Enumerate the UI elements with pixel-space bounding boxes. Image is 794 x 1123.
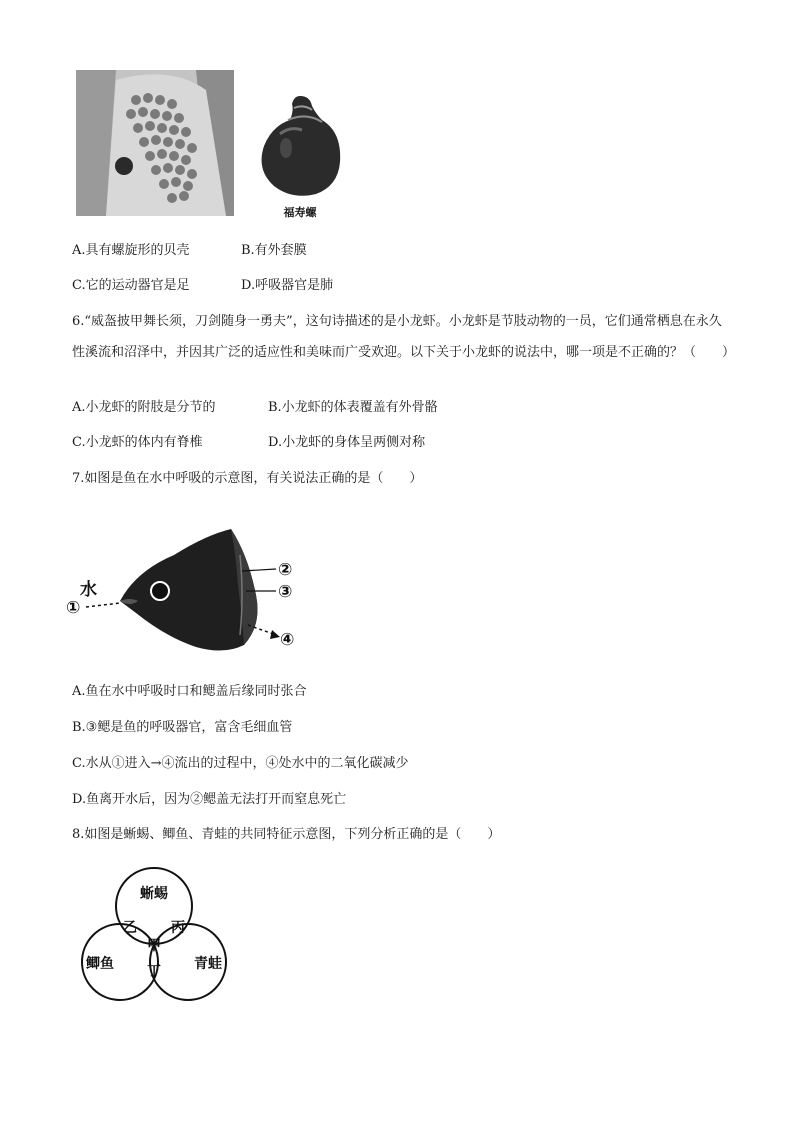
q8-stem: 8.如图是蜥蜴、鲫鱼、青蛙的共同特征示意图，下列分析正确的是（ ）: [72, 827, 501, 842]
venn-region-ding: 丁: [147, 964, 161, 980]
venn-region-jia: 甲: [147, 938, 161, 954]
q5-option-d: D.呼吸器官是肺: [241, 278, 334, 293]
marker-4: ④: [280, 630, 295, 650]
q6-option-d: D.小龙虾的身体呈两侧对称: [268, 435, 426, 450]
snail-eggs-photo: [76, 70, 234, 216]
q6-option-a: A.小龙虾的附肢是分节的: [72, 400, 216, 415]
marker-1: ①: [66, 598, 81, 618]
q7-option-a: A.鱼在水中呼吸时口和鳃盖后缘同时张合: [72, 684, 307, 699]
q7-option-b: B.③鳃是鱼的呼吸器官，富含毛细血管: [72, 720, 293, 735]
venn-label-lizard: 蜥蜴: [140, 886, 168, 902]
fish-breathing-diagram: [66, 515, 306, 660]
q6-option-c: C.小龙虾的体内有脊椎: [72, 435, 203, 450]
marker-3: ③: [278, 582, 293, 602]
q7-option-d: D.鱼离开水后，因为②鳃盖无法打开而窒息死亡: [72, 792, 347, 807]
q7-option-c: C.水从①进入→④流出的过程中，④处水中的二氧化碳减少: [72, 756, 409, 771]
q5-option-b: B.有外套膜: [241, 243, 307, 258]
marker-2: ②: [278, 560, 293, 580]
snail-caption: 福寿螺: [283, 206, 317, 219]
q6-option-b: B.小龙虾的体表覆盖有外骨骼: [268, 400, 438, 415]
q6-stem: 6.“威盔披甲舞长须，刀剑随身一勇夫”，这句诗描述的是小龙虾。小龙虾是节肢动物的一员，它们通常栖息在永久性溪流和沼泽中，并因其广泛的适应性和美味而广受欢迎。以下关于小龙虾的说法中，哪一项是不正确的？（ ）: [72, 314, 736, 360]
q7-stem: 7.如图是鱼在水中呼吸的示意图，有关说法正确的是（ ）: [72, 471, 423, 486]
venn-label-carp: 鲫鱼: [86, 956, 114, 972]
venn-region-bing: 丙: [171, 920, 185, 936]
apple-snail-image: [250, 90, 350, 220]
venn-region-yi: 乙: [123, 920, 137, 936]
venn-label-frog: 青蛙: [194, 956, 222, 972]
q5-option-a: A.具有螺旋形的贝壳: [72, 243, 190, 258]
q5-option-c: C.它的运动器官是足: [72, 278, 190, 293]
water-label: 水: [80, 580, 97, 600]
venn-diagram: [74, 864, 234, 1004]
